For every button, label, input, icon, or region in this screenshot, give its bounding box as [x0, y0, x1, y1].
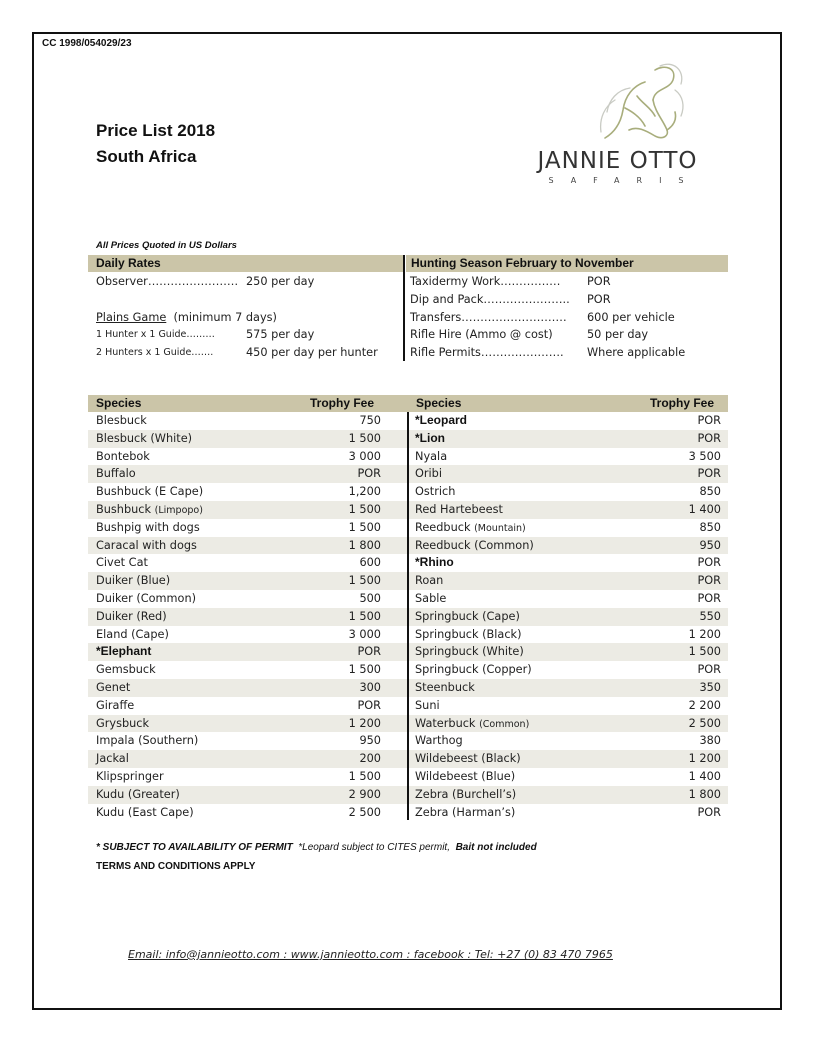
trophy-table-divider	[407, 412, 409, 820]
trophy-fee: 1 400	[688, 503, 721, 516]
species-label: Springbuck (Black)	[415, 627, 522, 641]
trophy-fee: 380	[699, 734, 721, 748]
trophy-fee: 1 500	[348, 609, 381, 623]
table-row	[406, 697, 728, 715]
trophy-fee: POR	[697, 431, 721, 445]
species-label: Eland (Cape)	[96, 627, 169, 641]
species-label: Wildebeest (Black)	[415, 752, 521, 766]
trophy-fee: 1 500	[688, 645, 721, 659]
table-row	[88, 608, 406, 626]
species-qualifier: (Common)	[479, 718, 530, 730]
table-row	[88, 412, 406, 430]
species-label: Giraffe	[96, 698, 135, 712]
species-label: Genet	[96, 681, 131, 694]
table-row	[406, 679, 728, 697]
trophy-fee: 1 200	[688, 627, 721, 641]
species-label: Duiker (Common)	[96, 592, 197, 605]
table-row	[406, 430, 728, 448]
table-row	[88, 715, 406, 733]
trophy-fee: 1 500	[348, 503, 381, 516]
species-label: *Rhino	[415, 555, 454, 570]
contact-footer[interactable]: Email: info@jannieotto.com : www.jannieotto.com : facebook : Tel: +27 (0) 83 470 7965	[128, 948, 613, 961]
table-row	[406, 537, 728, 555]
trophy-fee: POR	[357, 698, 381, 712]
trophy-fee: POR	[697, 467, 721, 481]
table-row	[88, 572, 406, 590]
trophy-fee: 850	[699, 520, 721, 534]
table-row	[406, 572, 728, 590]
table-row	[406, 465, 728, 483]
trophy-fee: 850	[699, 485, 721, 499]
company-logo	[505, 60, 730, 195]
trophy-fee: POR	[357, 645, 381, 659]
table-row	[406, 483, 728, 501]
trophy-fee: 300	[359, 681, 381, 694]
trophy-fee: 200	[359, 752, 381, 766]
plains-game-note: (minimum 7 days)	[173, 311, 277, 324]
trophy-fee: 1,200	[348, 485, 381, 499]
species-label: Duiker (Blue)	[96, 574, 171, 588]
season-label-2: Dip and Pack…………………..	[410, 293, 570, 306]
species-label: Oribi	[415, 467, 442, 481]
species-label: Civet Cat	[96, 556, 148, 570]
species-label: Kudu (Greater)	[96, 787, 180, 801]
season-value-5: Where applicable	[587, 346, 686, 359]
table-row	[406, 590, 728, 608]
table-row	[406, 412, 728, 430]
species-label: Waterbuck	[415, 716, 476, 730]
trophy-fee: POR	[697, 414, 721, 427]
table-row	[88, 465, 406, 483]
trophy-fee: POR	[697, 663, 721, 677]
species-label: Klipspringer	[96, 770, 164, 783]
season-value-1: POR	[587, 275, 611, 288]
permit-note: * SUBJECT TO AVAILABILITY OF PERMIT	[96, 842, 293, 853]
species-label: Jackal	[96, 752, 129, 766]
species-label: Buffalo	[96, 467, 136, 481]
logo-subtitle: SAFARIS	[548, 176, 701, 185]
species-label: Roan	[415, 574, 444, 588]
trophy-fee: 2 500	[348, 805, 381, 819]
table-row	[406, 768, 728, 786]
observer-label: Observer……………………	[96, 275, 239, 288]
table-row	[88, 750, 406, 768]
trophy-fee: 350	[699, 681, 721, 694]
season-header	[406, 255, 728, 272]
table-row	[88, 430, 406, 448]
species-label: Suni	[415, 698, 440, 712]
table-row	[88, 697, 406, 715]
species-label: Blesbuck (White)	[96, 431, 193, 445]
trophy-fee: 950	[699, 538, 721, 552]
species-label: Bushpig with dogs	[96, 520, 200, 534]
species-label: Springbuck (Cape)	[415, 609, 520, 623]
company-registration: CC 1998/054029/23	[42, 38, 132, 49]
table-row	[88, 786, 406, 804]
season-heading: Hunting Season February to November	[411, 256, 634, 270]
trophy-fee: 600	[359, 556, 381, 570]
species-label: Blesbuck	[96, 414, 147, 427]
table-row	[88, 643, 406, 661]
trophy-fee: 1 400	[688, 770, 721, 783]
species-qualifier: (Limpopo)	[154, 505, 203, 516]
table-row	[406, 661, 728, 679]
trophy-fee: 2 500	[688, 716, 721, 730]
season-label-5: Rifle Permits………………….	[410, 346, 564, 359]
trophy-fee: 1 500	[348, 574, 381, 588]
species-label: Wildebeest (Blue)	[415, 770, 516, 783]
rate-label-1: 1 Hunter x 1 Guide………	[96, 329, 215, 340]
species-label: Warthog	[415, 734, 463, 748]
table-row	[88, 448, 406, 466]
table-row	[88, 804, 406, 822]
table-row	[406, 750, 728, 768]
trophy-fee: 1 200	[348, 716, 381, 730]
species-label: Bushbuck (E Cape)	[96, 485, 204, 499]
trophy-fee: 750	[359, 414, 381, 427]
document-title	[96, 118, 215, 170]
title-line-2: South Africa	[96, 147, 197, 166]
species-label: Steenbuck	[415, 681, 475, 694]
left-species-heading: Species	[96, 396, 142, 410]
trophy-fee: 1 200	[688, 752, 721, 766]
table-row	[406, 448, 728, 466]
bait-note: Bait not included	[455, 842, 537, 853]
table-row	[406, 643, 728, 661]
right-fee-heading: Trophy Fee	[650, 396, 715, 410]
species-label: Kudu (East Cape)	[96, 805, 194, 819]
species-label: *Leopard	[415, 413, 468, 427]
trophy-fee: 1 500	[348, 663, 381, 677]
species-label: Sable	[415, 592, 447, 605]
trophy-fee: 1 500	[348, 520, 381, 534]
species-label: Red Hartebeest	[415, 503, 503, 516]
table-row	[88, 554, 406, 572]
table-row	[406, 786, 728, 804]
leopard-note: *Leopard subject to CITES permit,	[298, 842, 450, 853]
species-label: Duiker (Red)	[96, 609, 167, 623]
terms-note: TERMS AND CONDITIONS APPLY	[96, 861, 256, 872]
table-row	[406, 501, 728, 519]
season-label-1: Taxidermy Work…………….	[410, 275, 561, 288]
left-fee-heading: Trophy Fee	[310, 396, 375, 410]
trophy-fee: 950	[359, 734, 381, 748]
species-label: Caracal with dogs	[96, 538, 197, 552]
season-value-2: POR	[587, 293, 611, 306]
trophy-fee: 1 500	[348, 431, 381, 445]
daily-rates-heading: Daily Rates	[96, 256, 161, 270]
daily-rates-header	[88, 255, 404, 272]
footnote-line-1	[96, 838, 537, 857]
table-row	[88, 501, 406, 519]
rate-value-2: 450 per day per hunter	[246, 346, 378, 359]
title-line-1: Price List 2018	[96, 121, 216, 140]
table-row	[406, 715, 728, 733]
species-label: Impala (Southern)	[96, 734, 199, 748]
species-label: Springbuck (White)	[415, 645, 524, 659]
season-value-4: 50 per day	[587, 328, 649, 341]
species-label: Zebra (Burchell’s)	[415, 787, 517, 801]
season-label-3: Transfers……………………….	[410, 311, 567, 324]
table-row	[88, 483, 406, 501]
table-row	[88, 537, 406, 555]
species-label: Grysbuck	[96, 716, 150, 730]
table-row	[88, 590, 406, 608]
rate-value-1: 575 per day	[246, 328, 315, 341]
trophy-fee: POR	[697, 805, 721, 819]
species-label: Zebra (Harman’s)	[415, 805, 516, 819]
trophy-fee: POR	[697, 592, 721, 605]
table-row	[406, 626, 728, 644]
species-label: Nyala	[415, 449, 448, 463]
currency-note: All Prices Quoted in US Dollars	[96, 240, 237, 251]
table-row	[88, 732, 406, 750]
rate-label-2: 2 Hunters x 1 Guide…….	[96, 347, 214, 358]
logo-wordmark: JANNIE OTTO	[537, 148, 698, 174]
trophy-fee: 3 000	[348, 627, 381, 641]
plains-game-label	[96, 309, 277, 326]
season-label-4: Rifle Hire (Ammo @ cost)	[410, 328, 553, 341]
trophy-fee: 1 800	[348, 538, 381, 552]
plains-game-title: Plains Game	[96, 311, 167, 324]
right-species-heading: Species	[416, 396, 462, 410]
trophy-fee: POR	[357, 467, 381, 481]
species-label: Bushbuck	[96, 503, 152, 516]
species-label: *Elephant	[96, 644, 152, 659]
trophy-fee: 1 500	[348, 770, 381, 783]
rates-divider	[403, 255, 405, 361]
trophy-fee: 1 800	[688, 787, 721, 801]
trophy-fee: 2 900	[348, 787, 381, 801]
trophy-fee: 550	[699, 609, 721, 623]
table-row	[406, 554, 728, 572]
trophy-fee: POR	[697, 574, 721, 588]
table-row	[88, 626, 406, 644]
trophy-fee: 500	[359, 592, 381, 605]
trophy-fee: 3 500	[688, 449, 721, 463]
species-label: *Lion	[415, 430, 445, 445]
species-label: Reedbuck	[415, 520, 471, 534]
species-label: Bontebok	[96, 449, 150, 463]
table-row	[88, 519, 406, 537]
table-row	[406, 732, 728, 750]
observer-value: 250 per day	[246, 275, 315, 288]
table-row	[406, 608, 728, 626]
footnotes	[96, 838, 537, 876]
species-label: Ostrich	[415, 485, 456, 499]
species-label: Gemsbuck	[96, 663, 156, 677]
table-row	[88, 679, 406, 697]
table-row	[88, 768, 406, 786]
trophy-table-header	[88, 395, 728, 412]
table-row	[406, 804, 728, 822]
trophy-fee: 3 000	[348, 449, 381, 463]
horse-head-icon	[505, 60, 730, 150]
table-row	[406, 519, 728, 537]
species-label: Reedbuck (Common)	[415, 538, 534, 552]
trophy-fee: 2 200	[688, 698, 721, 712]
species-qualifier: (Mountain)	[474, 522, 526, 534]
species-label: Springbuck (Copper)	[415, 663, 532, 677]
season-value-3: 600 per vehicle	[587, 311, 675, 324]
table-row	[88, 661, 406, 679]
trophy-fee: POR	[697, 556, 721, 570]
